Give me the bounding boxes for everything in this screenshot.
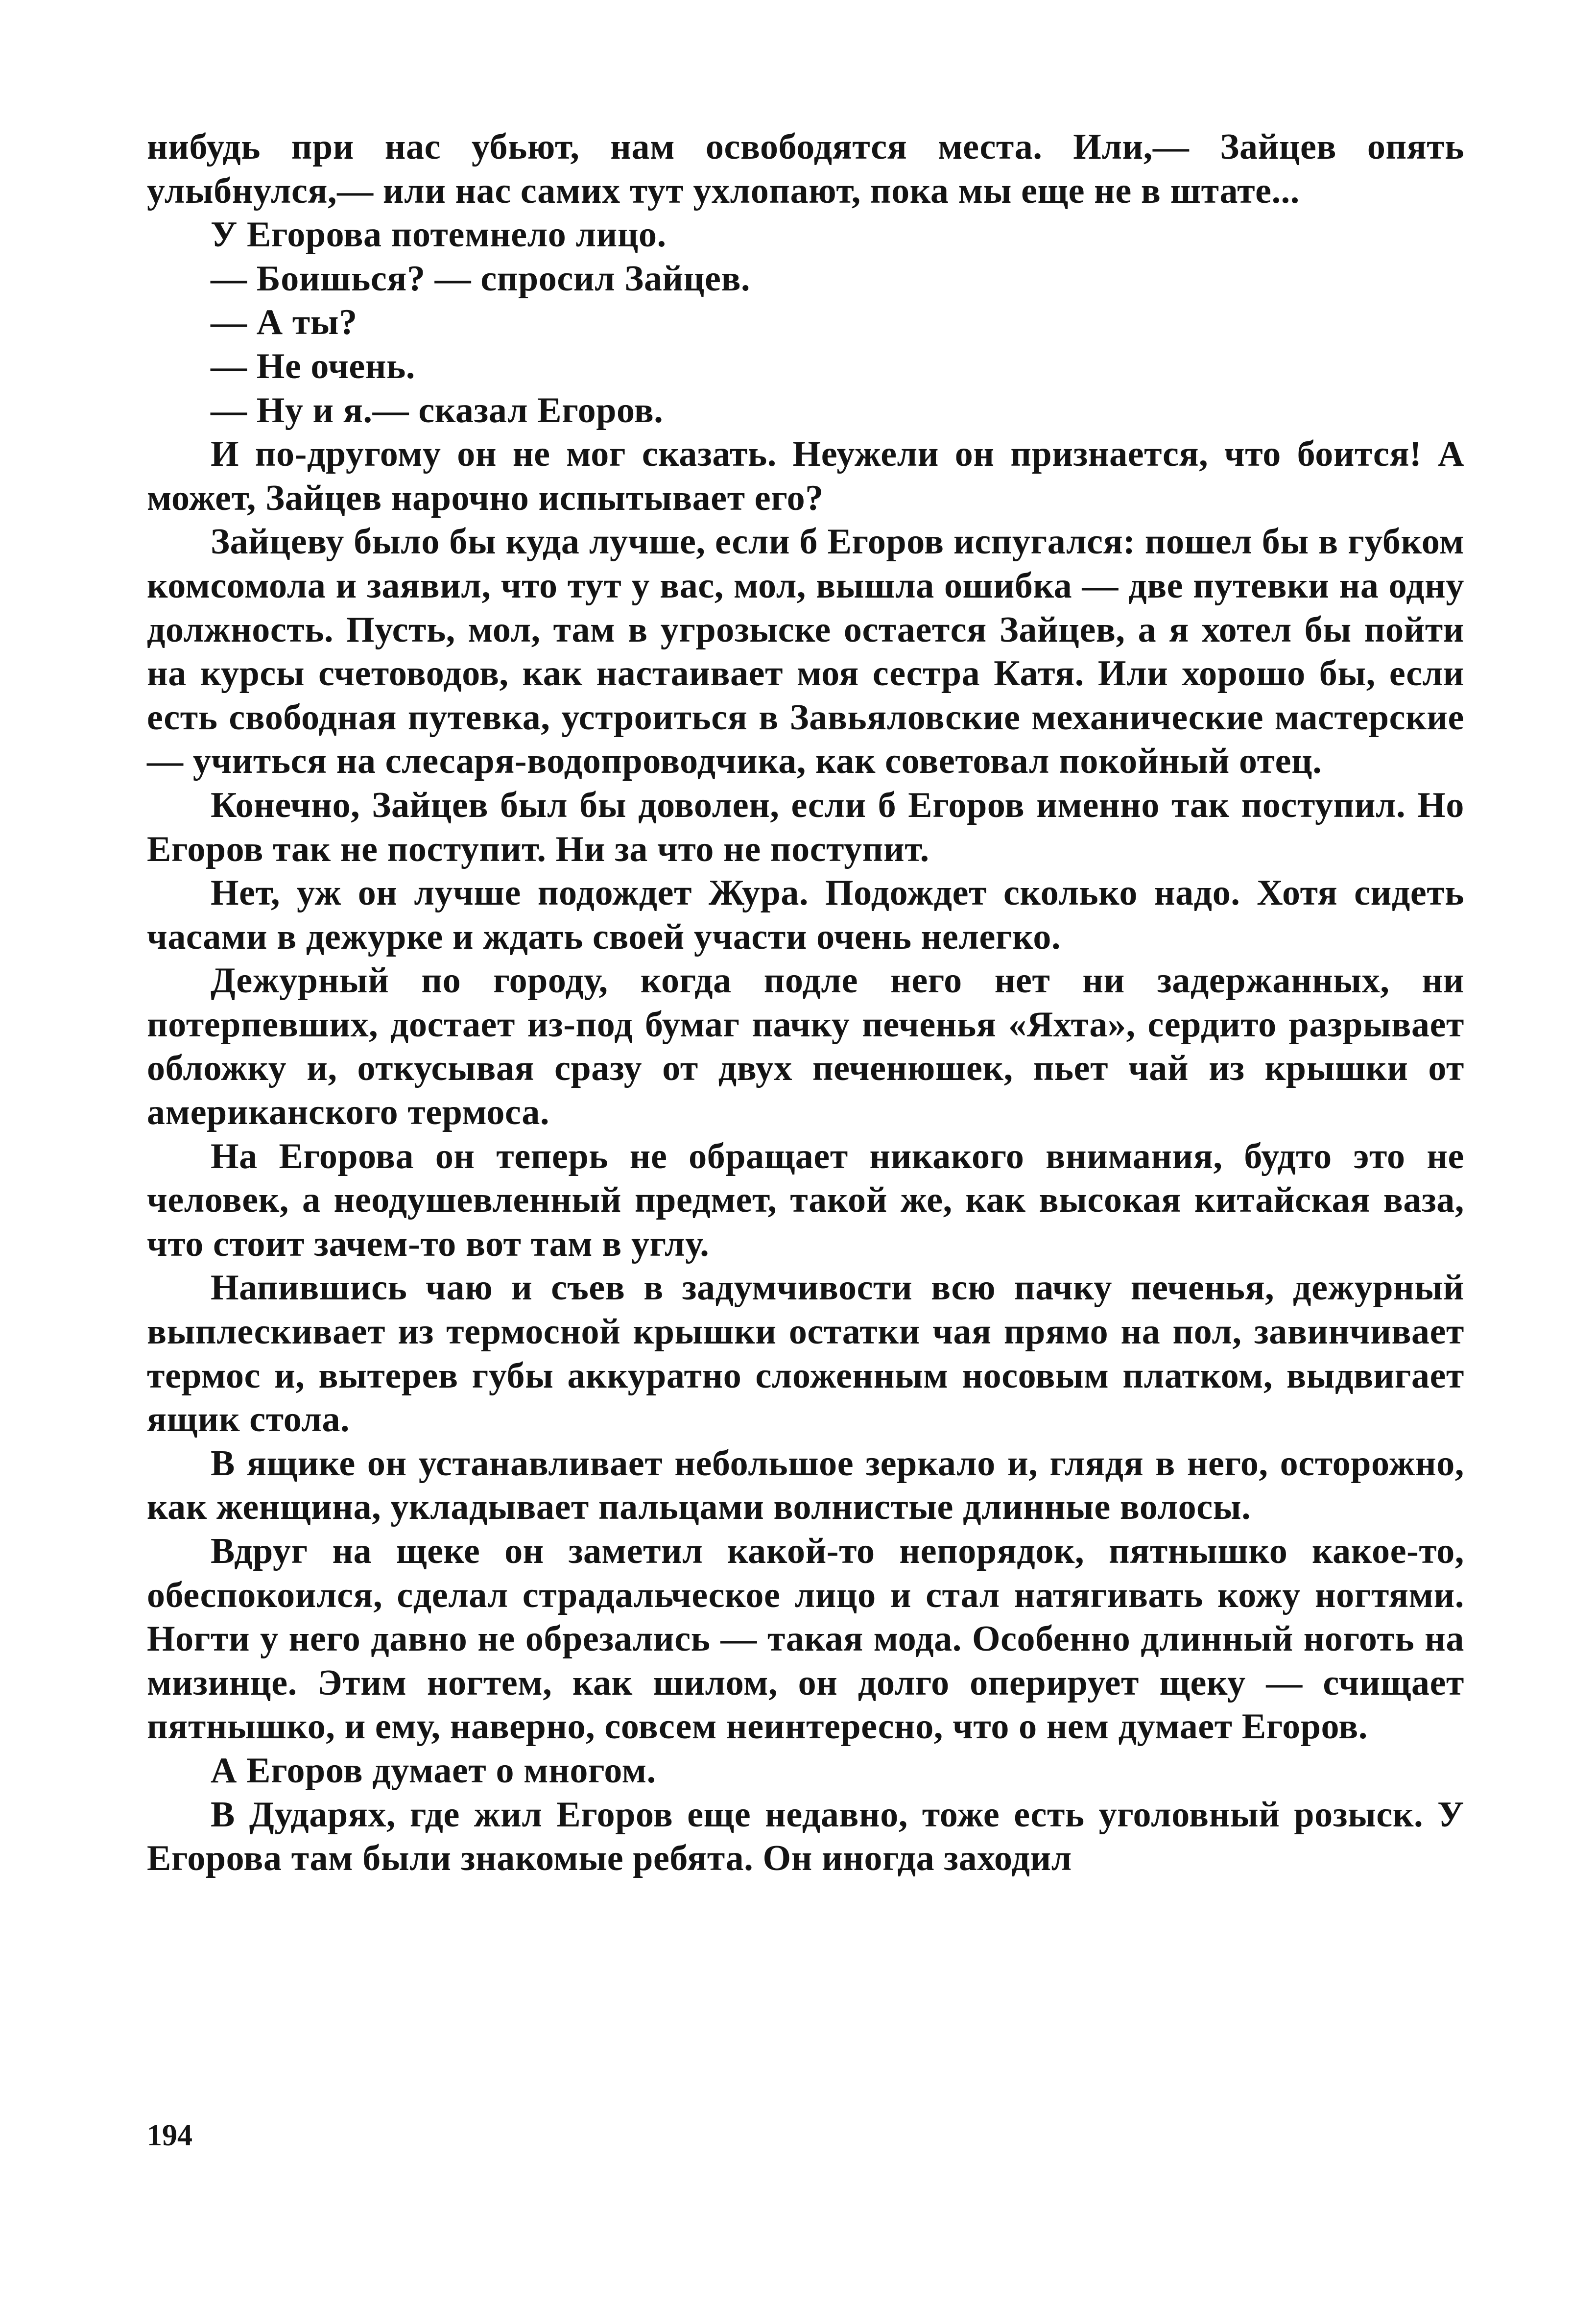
paragraph-7: И по-другому он не мог сказать. Неужели он признается, что боится! А может, Зайцев нарочно испытывает его? [147, 434, 1464, 518]
paragraph-15: Вдруг на щеке он заметил какой-то непорядок, пятнышко какое-то, обеспокоился, сделал страдальческое лицо и стал натягивать кожу ногтями. Ногти у него давно не обрезались — такая мода. Особенно длинный ноготь на мизинце. Этим ногтем, как шилом, он долго оперирует щеку — счищает пятнышко, и ему, наверно, совсем неинтересно, что о нем думает Егоров. [147, 1531, 1464, 1747]
paragraph-4: — А ты? [211, 302, 357, 343]
paragraph-1: нибудь при нас убьют, нам освободятся места. Или,— Зайцев опять улыбнулся,— или нас самих тут ухлопают, пока мы еще не в штате... [147, 127, 1464, 211]
paragraph-5: — Не очень. [211, 346, 415, 386]
paragraph-9: Конечно, Зайцев был бы доволен, если б Егоров именно так поступил. Но Егоров так не поступит. Ни за что не поступит. [147, 785, 1464, 869]
paragraph-6: — Ну и я.— сказал Егоров. [211, 390, 664, 431]
paragraph-12: На Егорова он теперь не обращает никакого внимания, будто это не человек, а неодушевленный предмет, такой же, как высокая китайская ваза, что стоит зачем-то вот там в углу. [147, 1136, 1464, 1264]
page-number: 194 [147, 2119, 192, 2152]
paragraph-11: Дежурный по городу, когда подле него нет ни задержанных, ни потерпевших, достает из-под бумаг пачку печенья «Яхта», сердито разрывает обложку и, откусывая сразу от двух печенюшек, пьет чай из крышки от американского термоса. [147, 960, 1464, 1133]
paragraph-10: Нет, уж он лучше подождет Жура. Подождет сколько надо. Хотя сидеть часами в дежурке и ждать своей участи очень нелегко. [147, 873, 1464, 957]
body-text [147, 125, 1464, 1881]
paragraph-2: У Егорова потемнело лицо. [211, 215, 667, 255]
paragraph-17: В Дударях, где жил Егоров еще недавно, тоже есть уголовный розыск. У Егорова там были знакомые ребята. Он иногда заходил [147, 1794, 1464, 1879]
paragraph-3: — Боишься? — спросил Зайцев. [211, 258, 751, 299]
paragraph-16: А Егоров думает о многом. [211, 1750, 656, 1791]
paragraph-14: В ящике он устанавливает небольшое зеркало и, глядя в него, осторожно, как женщина, укладывает пальцами волнистые длинные волосы. [147, 1443, 1464, 1528]
paragraph-13: Напившись чаю и съев в задумчивости всю пачку печенья, дежурный выплескивает из термосной крышки остатки чая прямо на пол, завинчивает термос и, вытерев губы аккуратно сложенным носовым платком, выдвигает ящик стола. [147, 1268, 1464, 1440]
paragraph-8: Зайцеву было бы куда лучше, если б Егоров испугался: пошел бы в губком комсомола и заявил, что тут у вас, мол, вышла ошибка — две путевки на одну должность. Пусть, мол, там в угрозыске остается Зайцев, а я хотел бы пойти на курсы счетоводов, как настаивает моя сестра Катя. Или хорошо бы, если есть свободная путевка, устроиться в Завьяловские механические мастерские — учиться на слесаря-водопроводчика, как советовал покойный отец. [147, 522, 1464, 782]
